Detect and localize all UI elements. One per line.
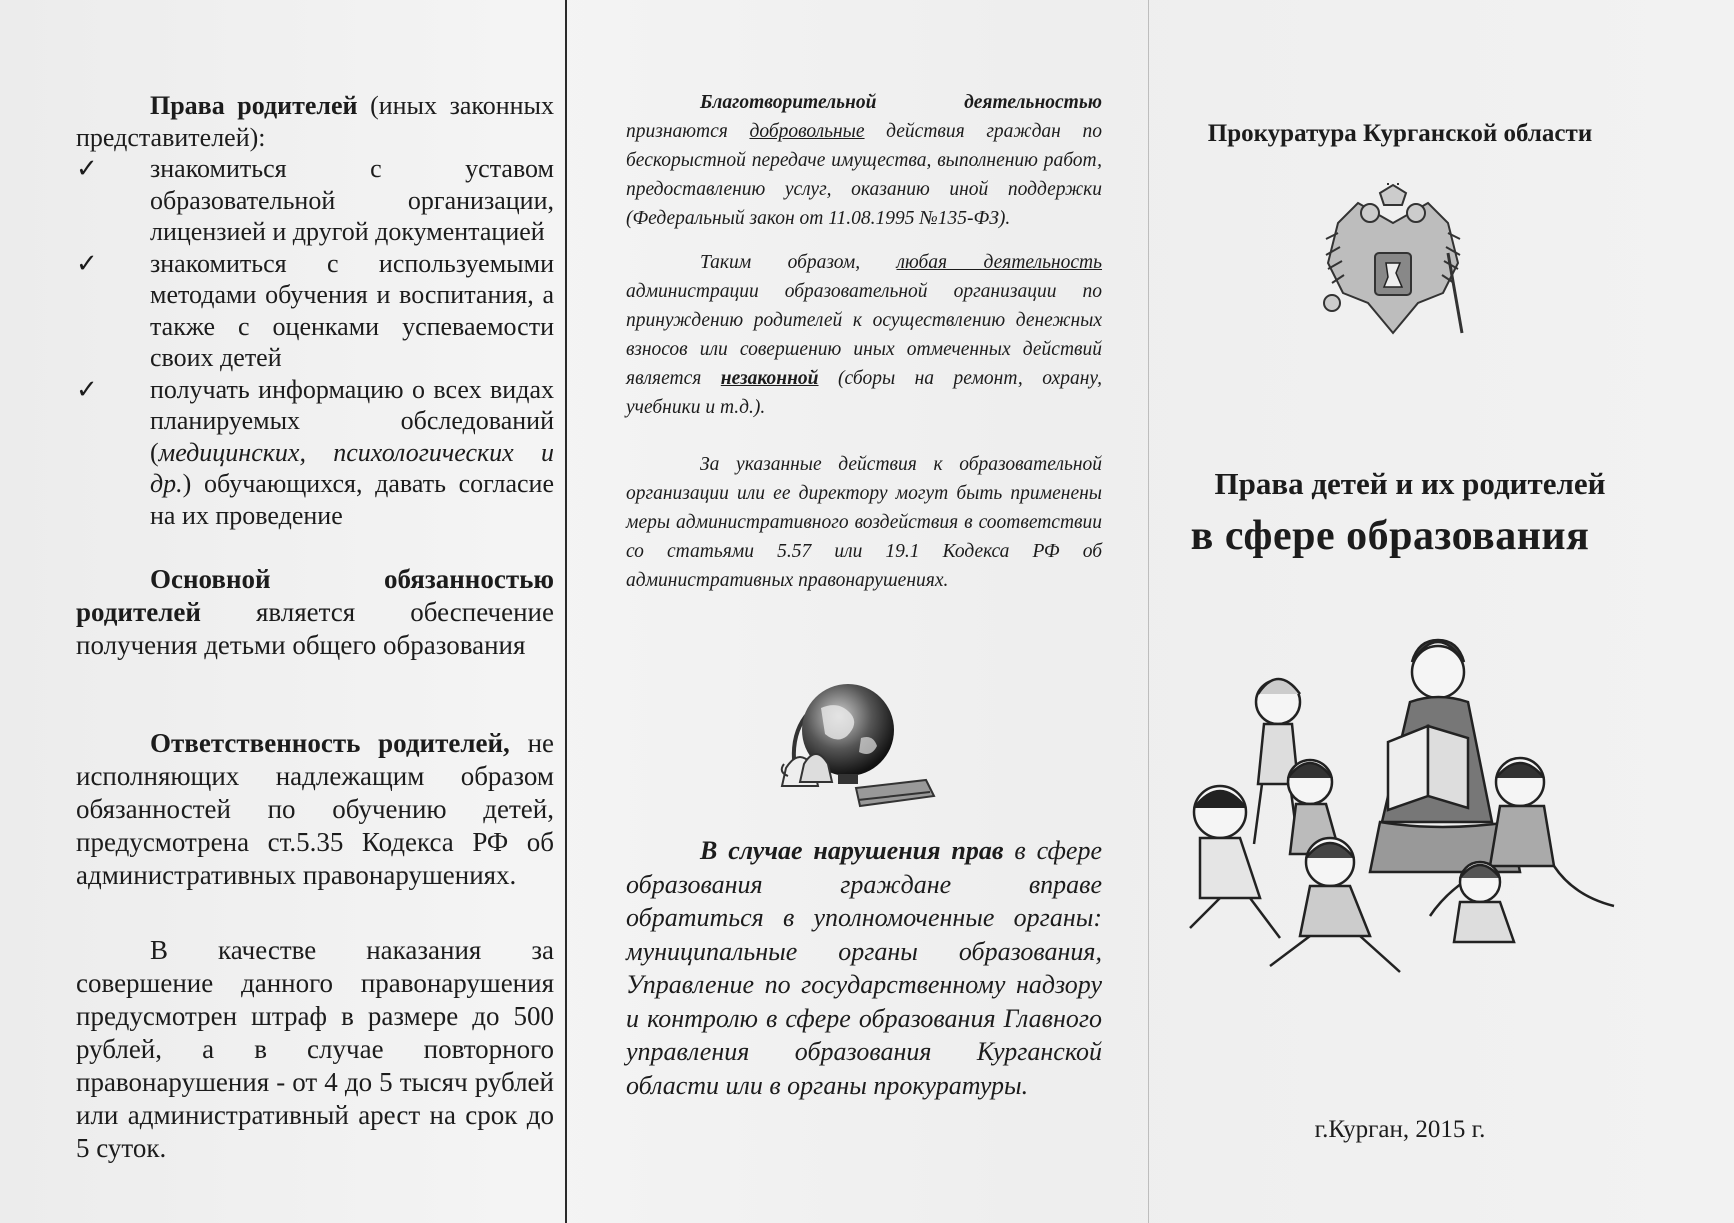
responsibility-heading: Ответственность родителей, xyxy=(150,728,510,758)
rights-list-item xyxy=(76,374,554,532)
brochure-title-line2: в сфере образования xyxy=(1190,513,1590,559)
illegal-activity-text: (сборы на ремонт, охрану, учебники и т.д.). xyxy=(626,368,1102,418)
responsibility-paragraph xyxy=(76,727,554,892)
charity-definition-paragraph xyxy=(626,88,1102,233)
illegal-activity-paragraph xyxy=(626,248,1102,422)
fold-line-left xyxy=(565,0,567,1223)
rights-list-item xyxy=(76,248,554,374)
panel-cover xyxy=(1160,0,1734,1223)
charity-text: признаются xyxy=(626,121,750,142)
checkmark-icon: ✓ xyxy=(76,248,98,278)
appeal-paragraph xyxy=(626,834,1102,1102)
emblem-icon xyxy=(1318,183,1468,353)
parents-rights-subtitle: (иных законных представителей): xyxy=(76,91,554,152)
rights-item-text-italic: медицинских, психологических и др. xyxy=(150,437,554,498)
main-duty-text: является обеспечение получения детьми общего образования xyxy=(76,597,554,660)
illegal-activity-text: администрации образовательной организации по принуждению родителей к осуществлению денежных взносов или совершению иных отмеченных действий является xyxy=(626,281,1102,389)
rights-item-text-part: ) обучающихся, давать согласие на их проведение xyxy=(150,469,554,530)
checkmark-icon: ✓ xyxy=(76,374,98,404)
appeal-text: в сфере образования граждане вправе обратиться в уполномоченные органы: муниципальные органы образования, Управление по государственному надзору и контролю в сфере образования Главного управления образования Курганской области или в органы прокуратуры. xyxy=(626,836,1103,1100)
checkmark-icon: ✓ xyxy=(76,154,98,183)
organization-name: Прокуратура Курганской области xyxy=(1207,120,1593,147)
appeal-heading: В случае нарушения прав xyxy=(700,836,1004,865)
teacher-reading-illustration-icon xyxy=(1160,632,1620,992)
panel-parents-rights xyxy=(76,0,554,1223)
rights-item-text: знакомиться с используемыми методами обучения и воспитания, а также с оценками успеваемости своих детей xyxy=(150,248,554,372)
rights-item-text xyxy=(150,374,554,532)
rights-list-item xyxy=(76,153,554,248)
punishment-paragraph: В качестве наказания за совершение данного правонарушения предусмотрен штраф в размере до 500 рублей, а в случае повторного правонарушения - от 4 до 5 тысяч рублей или административный арест на срок до 5 суток. xyxy=(76,935,554,1163)
rights-item-text: знакомиться с уставом образовательной организации, лицензией и другой документацией xyxy=(150,154,554,246)
illegal-emphasis: незаконной xyxy=(720,368,819,389)
fold-line-right xyxy=(1148,0,1149,1223)
parents-rights-title: Права родителей xyxy=(150,91,358,120)
rights-item-text-part: получать информацию о всех видах планируемых обследований ( xyxy=(150,374,554,467)
charity-heading: Благотворительной деятельностью xyxy=(700,92,1102,113)
globe-icon xyxy=(766,668,936,818)
panel-charity xyxy=(626,0,1102,1223)
responsibility-text: не исполняющих надлежащим образом обязанностей по обучению детей, предусмотрена ст.5.35 Кодекса РФ об административных правонарушениях. xyxy=(76,728,555,890)
parents-rights-heading xyxy=(76,90,554,153)
parents-rights-section xyxy=(76,90,554,531)
charity-text: действия граждан по бескорыстной передаче имущества, выполнению работ, предоставлению услуг, оказанию иной поддержки (Федеральный закон от 11.08.1995 №135-ФЗ). xyxy=(626,121,1102,229)
charity-underlined-text: добровольные xyxy=(749,121,865,142)
city-year: г.Курган, 2015 г. xyxy=(1314,1116,1486,1143)
brochure-title-line1: Права детей и их родителей xyxy=(1214,466,1606,501)
illegal-activity-text: Таким образом, xyxy=(700,252,897,273)
main-duty-heading: Основной обязанностью родителей xyxy=(76,564,554,627)
administrative-measures-paragraph: За указанные действия к образовательной организации или ее директору могут быть применены меры административного воздействия в соответствии со статьями 5.57 или 19.1 Кодекса РФ об административных правонарушениях. xyxy=(626,454,1102,591)
illegal-activity-underlined-text: любая деятельность xyxy=(896,252,1103,273)
main-duty-paragraph xyxy=(76,563,554,662)
